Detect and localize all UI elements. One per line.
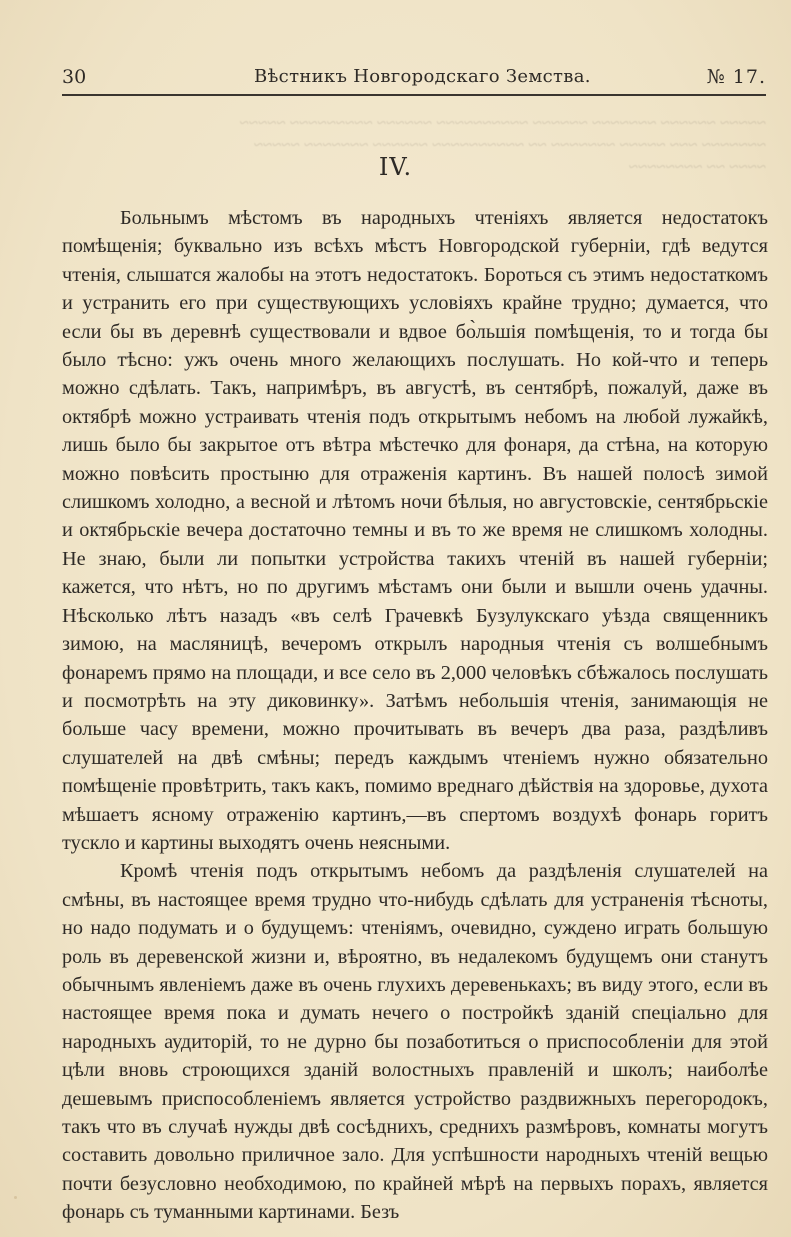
section-heading: IV.	[378, 153, 413, 181]
paragraph: Кромѣ чтенія подъ открытымъ небомъ да раздѣленія слушателей на смѣны, въ настоящее время трудно что-нибудь сдѣлать для устраненія тѣсноты, но надо подумать и о будущемъ: чтеніямъ, очевидно, суждено играть большую роль въ деревенской жизни и, вѣроятно, въ недалекомъ будущемъ они станутъ обычнымъ явленіемъ даже въ очень глухихъ деревенькахъ; въ виду этого, если въ настоящее время пока и думать нечего о постройкѣ зданій спеціально для народныхъ аудиторій, то не дурно бы позаботиться о приспособленіи для этой цѣли вновь строющихся зданій волостныхъ правленій и школъ; наиболѣе дешевымъ приспособленіемъ является устройство раздвижныхъ перегородокъ, такъ что въ случаѣ нужды двѣ сосѣднихъ, среднихъ размѣровъ, комнаты могутъ составить довольно приличное зало. Для успѣшности народныхъ чтеній вещью почти безусловно необходимою, по крайней мѣрѣ на первыхъ порахъ, является фонарь съ туманными картинами. Безъ	[62, 860, 768, 1224]
paper-stain	[406, 1152, 410, 1156]
page-number: 30	[62, 66, 87, 88]
issue-number: № 17.	[706, 66, 766, 88]
running-header	[62, 64, 766, 96]
paper-stain	[14, 1196, 17, 1199]
show-through-text: ~~~~~ ~~~~~~ ~~~~~~~ ~~~~~~ ~~~~~~~~~~ ~~~~~~ ~~~~~~~~~ ~~~~~ ~~~~~~~ ~~~ ~~~~~ ~~~~~~~ ~~ ~~~~~~~~~~ ~~~~~~ ~~~~~~~ ~~~~~ ~~~~ ~~ ~~~~~~~~	[239, 113, 766, 176]
journal-title: Вѣстникъ Новгородскаго Земства.	[254, 66, 591, 87]
paragraph: Больнымъ мѣстомъ въ народныхъ чтеніяхъ является недостатокъ помѣщенія; буквально изъ всѣхъ мѣстъ Новгородской губерніи, гдѣ ведутся чтенія, слышатся жалобы на этотъ недостатокъ. Бороться съ этимъ недостаткомъ и устранить его при существующихъ условіяхъ крайне трудно; думается, что если бы въ деревнѣ существовали и вдвое бо̀льшія помѣщенія, то и тогда бы было тѣсно: ужъ очень много желающихъ послушать. Но кой-что и теперь можно сдѣлать. Такъ, напримѣръ, въ августѣ, въ сентябрѣ, пожалуй, даже въ октябрѣ можно устраивать чтенія подъ открытымъ небомъ на любой лужайкѣ, лишь было бы закрытое отъ вѣтра мѣстечко для фонаря, да стѣна, на которую можно повѣсить простыню для отраженія картинъ. Въ нашей полосѣ зимой слишкомъ холодно, а весной и лѣтомъ ночи бѣлыя, но августовскіе, сентябрьскіе и октябрьскіе вечера достаточно темны и въ то же время не слишкомъ холодны. Не знаю, были ли попытки устройства такихъ чтеній въ нашей губерніи; кажется, что нѣтъ, но по другимъ мѣстамъ они были и вышли очень удачны. Нѣсколько лѣтъ назадъ «въ селѣ Грачевкѣ Бузулукскаго уѣзда священникъ зимою, на масляницѣ, вечеромъ открылъ народныя чтенія съ волшебнымъ фонаремъ прямо на площади, и все село въ 2,000 человѣкъ сбѣжалось послушать и посмотрѣть на эту диковинку». Затѣмъ небольшія чтенія, занимающія не больше часу времени, можно прочитывать въ вечеръ два раза, раздѣливъ слушателей на двѣ смѣны; передъ каждымъ чтеніемъ нужно обязательно помѣщеніе провѣтрить, такъ какъ, помимо вреднаго дѣйствія на здоровье, духота мѣшаетъ ясному отраженію картинъ,—въ спертомъ воздухѣ фонарь горитъ тускло и картины выходятъ очень неясными.	[62, 207, 768, 854]
article-body	[62, 204, 768, 1227]
